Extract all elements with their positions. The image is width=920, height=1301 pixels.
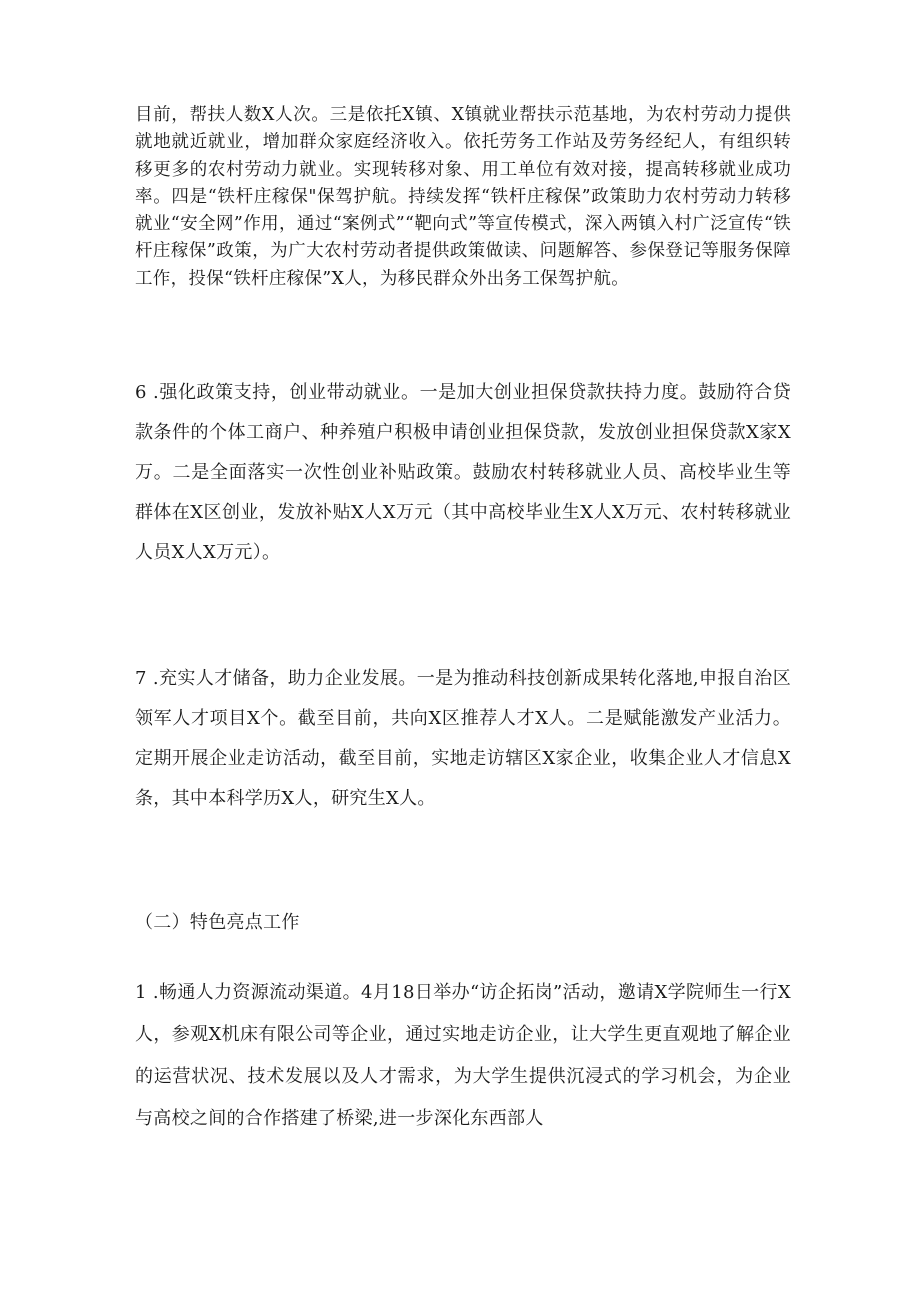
paragraph-highlight-1: 1 .畅通人力资源流动渠道。4月18日举办“访企拓岗”活动，邀请X学院师生一行X人，参观X机床有限公司等企业，通过实地走访企业，让大学生更直观地了解企业的运营状况、技术发展以及人才需求，为大学生提供沉浸式的学习机会，为企业与高校之间的合作搭建了桥梁,进一步深化东西部人 (135, 982, 791, 1129)
paragraph-continued: 目前，帮扶人数X人次。三是依托X镇、X镇就业帮扶示范基地，为农村劳动力提供就地就近就业，增加群众家庭经济收入。依托劳务工作站及劳务经纪人，有组织转移更多的农村劳动力就业。实现转移对象、用工单位有效对接，提高转移就业成功率。四是“铁杆庄稼保"保驾护航。持续发挥“铁杆庄稼保”政策助力农村劳动力转移就业“安全网”作用，通过“案例式”“靶向式”等宣传模式，深入两镇入村广泛宣传“铁杆庄稼保”政策，为广大农村劳动者提供政策做读、问题解答、参保登记等服务保障工作，投保“铁杆庄稼保”X人，为移民群众外出务工保驾护航。 (135, 105, 791, 289)
paragraph-item-7: 7 .充实人才储备，助力企业发展。一是为推动科技创新成果转化落地,申报自治区领军人才项目X个。截至目前，共向X区推荐人才X人。二是赋能激发产业活力。定期开展企业走访活动，截至目前，实地走访辖区X家企业，收集企业人才信息X条，其中本科学历X人，研究生X人。 (135, 668, 791, 809)
paragraph-item-6: 6 .强化政策支持，创业带动就业。一是加大创业担保贷款扶持力度。鼓励符合贷款条件的个体工商户、种养殖户积极申请创业担保贷款，发放创业担保贷款X家X万。二是全面落实一次性创业补贴政策。鼓励农村转移就业人员、高校毕业生等群体在X区创业，发放补贴X人X万元（其中高校毕业生X人X万元、农村转移就业人员X人X万元）。 (135, 382, 791, 563)
section-heading: （二）特色亮点工作 (135, 912, 300, 933)
